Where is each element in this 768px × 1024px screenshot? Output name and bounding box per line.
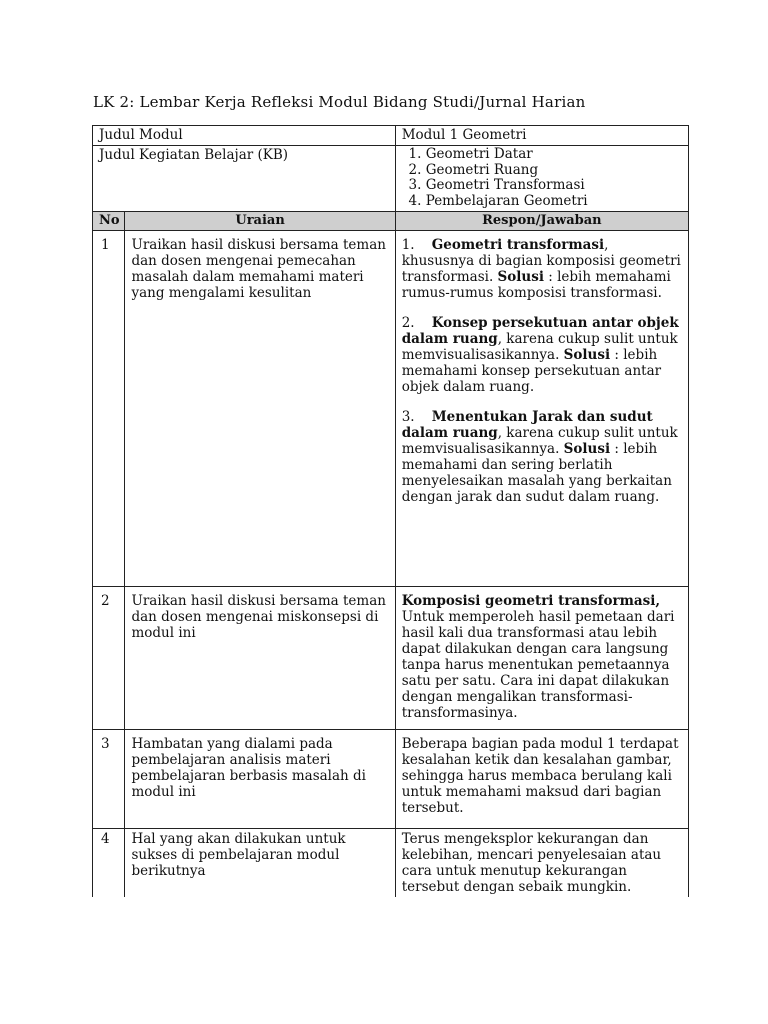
row-uraian: Uraikan hasil diskusi bersama teman dan dosen mengenai pemecahan masalah dalam memahami materi yang mengalami kesulitan <box>125 231 395 587</box>
document-title: LK 2: Lembar Kerja Refleksi Modul Bidang Studi/Jurnal Harian <box>93 93 586 111</box>
row-respon: Terus mengeksplor kekurangan dan kelebihan, mencari penyelesaian atau cara untuk menutup kekurangan tersebut dengan sebaik mungkin. <box>395 829 688 898</box>
kb-item: 4. Pembelajaran Geometri <box>426 194 682 210</box>
solusi-label: Solusi <box>563 441 611 457</box>
kb-item: 1. Geometri Datar <box>426 147 682 163</box>
row-respon: Komposisi geometri transformasi, Untuk memperoleh hasil pemetaan dari hasil kali dua transformasi atau lebih dapat dilakukan dengan cara langsung tanpa harus menentukan pemetaannya satu per satu. Cara ini dapat dilakukan dengan mengalikan transformasi-transformasinya. <box>395 587 688 730</box>
table-row <box>93 231 689 587</box>
response-topic: Konsep persekutuan antar objek dalam ruang <box>401 315 679 347</box>
row-uraian: Hambatan yang dialami pada pembelajaran analisis materi pembelajaran berbasis masalah di modul ini <box>125 730 395 829</box>
kb-item: 2. Geometri Ruang <box>426 163 682 179</box>
table-row <box>93 730 689 829</box>
row-number: 3 <box>93 730 125 829</box>
row-number: 4 <box>93 829 125 898</box>
response-topic: Menentukan Jarak dan sudut dalam ruang <box>401 409 653 441</box>
row-respon <box>395 231 688 587</box>
table-row <box>93 587 689 730</box>
meta-row-kb <box>93 146 689 212</box>
row-respon: Beberapa bagian pada modul 1 terdapat kesalahan ketik dan kesalahan gambar, sehingga harus membaca berulang kali untuk memahami maksud dari bagian tersebut. <box>395 730 688 829</box>
header-respon: Respon/Jawaban <box>395 212 688 231</box>
response-topic: Geometri transformasi <box>431 237 605 253</box>
kb-item: 3. Geometri Transformasi <box>426 178 682 194</box>
row-uraian: Hal yang akan dilakukan untuk sukses di pembelajaran modul berikutnya <box>125 829 395 898</box>
header-uraian: Uraian <box>125 212 395 231</box>
response-topic: Komposisi geometri transformasi, <box>401 593 661 609</box>
judul-modul-label: Judul Modul <box>93 126 396 146</box>
kb-list-cell <box>395 146 688 212</box>
header-no: No <box>93 212 125 231</box>
response-item: 1. Geometri transformasi, khususnya di bagian komposisi geometri transformasi. Solusi : lebih memahami rumus-rumus komposisi transformasi. <box>401 237 681 301</box>
judul-modul-value: Modul 1 Geometri <box>395 126 688 146</box>
table-row <box>93 829 689 898</box>
reflection-table <box>92 125 689 897</box>
row-uraian: Uraikan hasil diskusi bersama teman dan dosen mengenai miskonsepsi di modul ini <box>125 587 395 730</box>
solusi-label: Solusi <box>497 269 544 285</box>
response-item: 3. Menentukan Jarak dan sudut dalam ruang, karena cukup sulit untuk memvisualisasikannya. Solusi : lebih memahami dan sering berlatih menyelesaikan masalah yang berkaitan dengan jarak dan sudut dalam ruang. <box>401 409 678 505</box>
row-number: 2 <box>93 587 125 730</box>
row-number: 1 <box>93 231 125 587</box>
response-item: 2. Konsep persekutuan antar objek dalam ruang, karena cukup sulit untuk memvisualisasikannya. Solusi : lebih memahami konsep persekutuan antar objek dalam ruang. <box>401 315 679 395</box>
judul-kb-label: Judul Kegiatan Belajar (KB) <box>93 146 396 212</box>
kb-list <box>402 147 682 209</box>
solusi-label: Solusi <box>563 347 611 363</box>
meta-row-modul <box>93 126 689 146</box>
header-row <box>93 212 689 231</box>
